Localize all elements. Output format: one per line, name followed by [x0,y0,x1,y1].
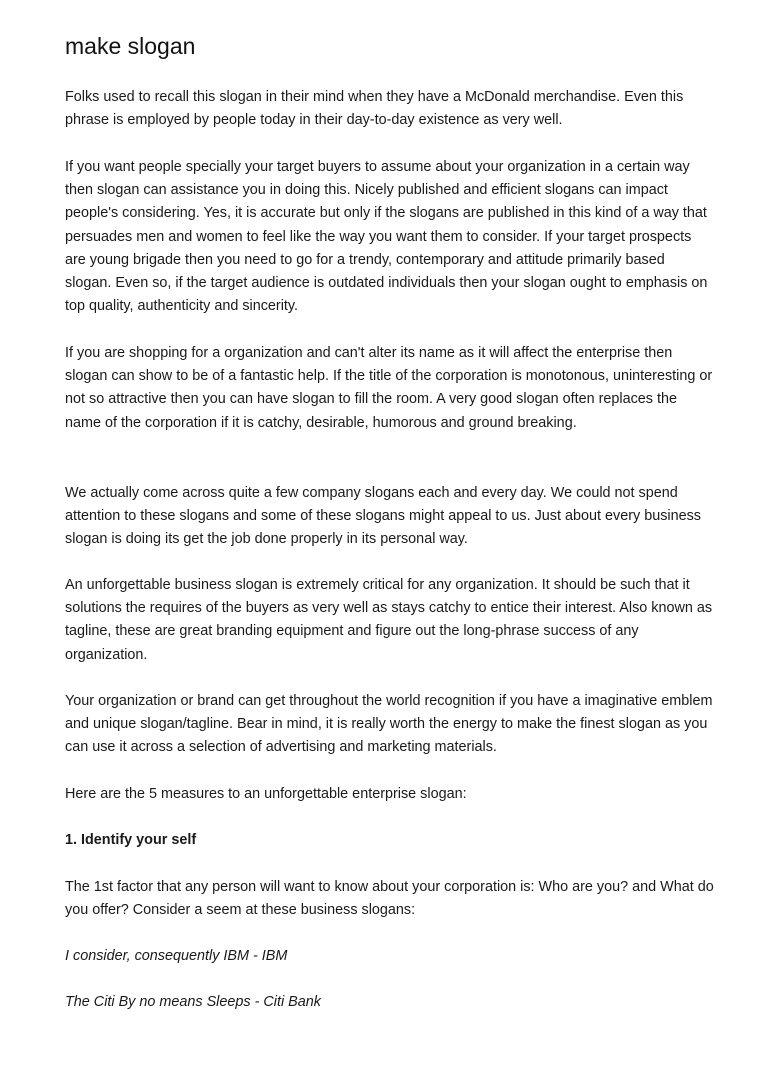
example-slogan-ibm: I consider, consequently IBM - IBM [65,948,288,964]
paragraph-shopping-organization: If you are shopping for a organization and can't alter its name as it will affect the enterprise then slogan can show to be of a fantastic help. If the title of the corporation is monotonous, uninteresting or not so attractive then you can have slogan to fill the room. A very good slogan often replaces the name of the corporation if it is catchy, desirable, humorous and ground breaking. [65,345,713,431]
example-slogan-citi: The Citi By no means Sleeps - Citi Bank [65,994,321,1010]
paragraph-unforgettable-slogan: An unforgettable business slogan is extremely critical for any organization. It should be such that it solutions the requires of the buyers as very well as stays catchy to entice their interest. Also known as tagline, these are great branding equipment and figure out the long-phrase success of any organization. [65,577,713,663]
paragraph-identify-self: The 1st factor that any person will want to know about your corporation is: Who are you? and What do you offer? Consider a seem at these business slogans: [65,879,714,919]
paragraph-mcdonald: Folks used to recall this slogan in their mind when they have a McDonald merchandise. Even this phrase is employed by people today in their day-to-day existence as very well. [65,89,684,129]
step-heading: 1. Identify your self [65,832,197,848]
paragraph-target-buyers: If you want people specially your target buyers to assume about your organization in a certain way then slogan can assistance you in doing this. Nicely published and efficient slogans can impact people's considering. Yes, it is accurate but only if the slogans are published in this kind of a way that persuades men and women to feel like the way you want them to consider. If your target prospects are young brigade then you need to go for a trendy, contemporary and attitude primarily based slogan. Even so, if the target audience is outdated individuals then your slogan ought to emphasis on top quality, authenticity and sincerity. [65,159,708,315]
paragraph-brand-recognition: Your organization or brand can get throughout the world recognition if you have a imaginative emblem and unique slogan/tagline. Bear in mind, it is really worth the energy to make the finest slogan as you can use it across a selection of advertising and marketing materials. [65,693,713,756]
paragraph-five-measures: Here are the 5 measures to an unforgettable enterprise slogan: [65,786,467,802]
document-title: make slogan [65,33,196,59]
paragraph-company-slogans: We actually come across quite a few company slogans each and every day. We could not spend attention to these slogans and some of these slogans might appeal to us. Just about every business slogan is doing its get the job done properly in its personal way. [65,485,701,548]
